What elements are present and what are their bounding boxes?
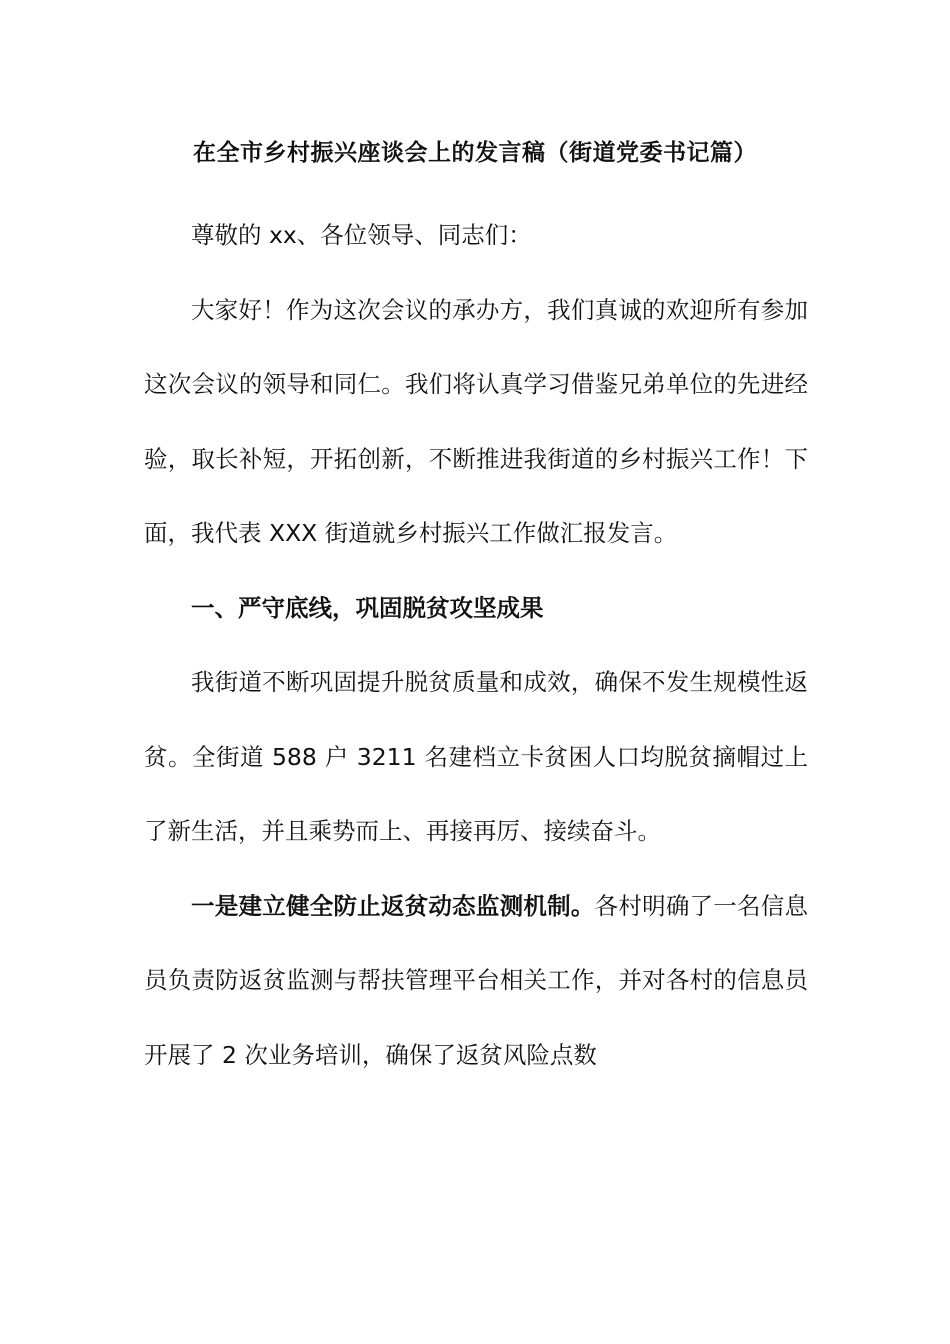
- section-heading: 一、严守底线，巩固脱贫攻坚成果: [191, 593, 544, 622]
- document-body: [144, 198, 808, 1092]
- section-paragraph: 我街道不断巩固提升脱贫质量和成效，确保不发生规模性返贫。全街道 588 户 3211 名建档立卡贫困人口均脱贫摘帽过上了新生活，并且乘势而上、再接再厉、接续奋斗。: [144, 668, 808, 845]
- document-title: 在全市乡村振兴座谈会上的发言稿（街道党委书记篇）: [193, 140, 757, 166]
- intro-paragraph: 大家好！作为这次会议的承办方，我们真诚的欢迎所有参加这次会议的领导和同仁。我们将认真学习借鉴兄弟单位的先进经验，取长补短，开拓创新，不断推进我街道的乡村振兴工作！下面，我代表 XXX 街道就乡村振兴工作做汇报发言。: [144, 295, 808, 547]
- salutation: 尊敬的 xx、各位领导、同志们：: [191, 221, 532, 249]
- point-paragraph: [144, 869, 808, 1093]
- point-lead: 一是建立健全防止返贫动态监测机制。: [191, 891, 595, 920]
- point-body: 各村明确了一名信息员负责防返贫监测与帮扶管理平台相关工作，并对各村的信息员开展了 2 次业务培训，确保了返贫风险点数: [144, 891, 809, 1069]
